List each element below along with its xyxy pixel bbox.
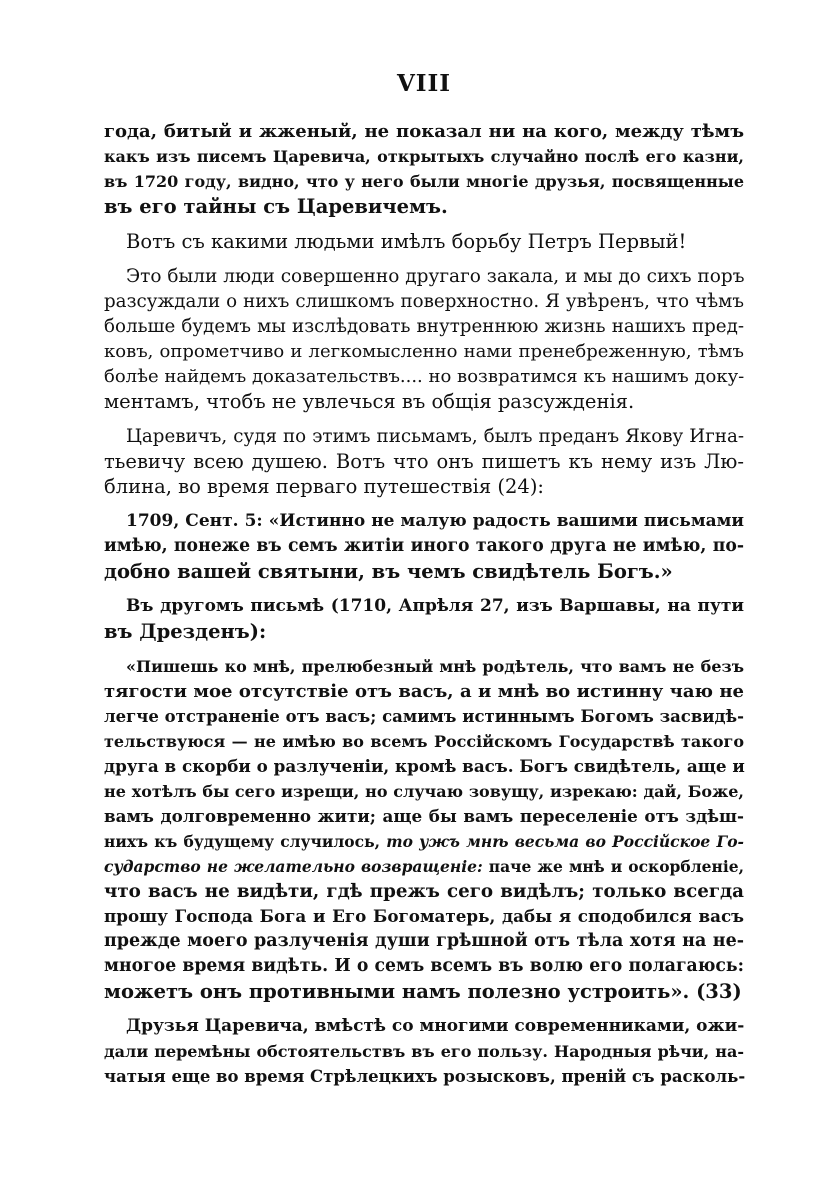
text-line: въ его тайны съ Царевичемъ. [104, 195, 448, 218]
text-line: въ Дрезденъ): [104, 620, 267, 643]
text-line: что васъ не видѣти, гдѣ прежъ сего видѣлъ; только всегда [104, 881, 744, 902]
text-line: тьевичу всею душею. Вотъ что онъ пишетъ къ нему изъ Лю- [104, 450, 744, 473]
text-line-mixed [104, 854, 744, 879]
text-line: блина, во время перваго путешествія (24): [104, 475, 544, 498]
text-line: тягости мое отсутствіе отъ васъ, а и мнѣ во истинну чаю не [104, 681, 744, 702]
text-line: болѣе найдемъ доказательствъ.... но возвратимся къ нашимъ доку- [104, 366, 745, 387]
text-line: вамъ долговременно жити; аще бы вамъ переселеніе отъ здѣш- [104, 806, 744, 826]
paragraph-5 [104, 509, 744, 584]
text-line: многое время видѣть. И о семъ всемъ въ волю его полагаюсь: [104, 956, 744, 976]
text-segment: нихъ къ будущему случилось, [104, 832, 380, 851]
paragraph-2 [104, 229, 744, 254]
text-line: прошу Господа Бога и Его Богоматерь, дабы я сподобился васъ [104, 906, 744, 926]
text-line: не хотѣлъ бы сего изрещи, но случаю зовущу, изрекаю: дай, Боже, [104, 782, 744, 801]
text-line: Вотъ съ какими людьми имѣлъ борьбу Петръ Первый! [126, 230, 687, 253]
text-line: въ 1720 году, видно, что у него были многіе друзья, посвященные [104, 172, 744, 191]
text-line: Царевичъ, судя по этимъ письмамъ, былъ преданъ Якову Игна- [126, 426, 744, 447]
italic-segment: то ужъ мнѣ весьма во Россійское Го- [386, 832, 744, 851]
paragraph-7 [104, 654, 744, 1004]
text-line: легче отстраненіе отъ васъ; самимъ истиннымъ Богомъ засвидѣ- [104, 707, 744, 726]
paragraph-3 [104, 264, 744, 414]
italic-segment: сударство не желательно возвращеніе: [104, 857, 483, 876]
text-line: ментамъ, чтобъ не увлечься въ общія разсужденія. [104, 390, 635, 413]
text-line: года, битый и жженый, не показал ни на кого, между тѣмъ [104, 121, 744, 142]
text-line: Въ другомъ письмѣ (1710, Апрѣля 27, изъ Варшавы, на пути [126, 596, 744, 616]
paragraph-4 [104, 424, 744, 499]
text-line: ковъ, опрометчиво и легкомысленно нами пренебреженную, тѣмъ [104, 341, 744, 362]
text-line: больше будемъ мы изслѣдовать внутреннюю жизнь нашихъ пред- [104, 316, 744, 337]
text-line: добно вашей святыни, въ чемъ свидѣтель Богъ.» [104, 560, 673, 583]
page-number: VIII [396, 70, 452, 97]
paragraph-8 [104, 1014, 744, 1089]
text-line: тельствуюся — не имѣю во всемъ Россійскомъ Государствѣ такого [104, 732, 744, 751]
text-line: Это были люди совершенно другаго закала, и мы до сихъ поръ [126, 266, 745, 287]
text-line: разсуждали о нихъ слишкомъ поверхностно. Я увѣренъ, что чѣмъ [104, 291, 744, 312]
text-line: «Пишешь ко мнѣ, прелюбезный мнѣ родѣтель, что вамъ не безъ [126, 657, 744, 676]
text-segment: паче же мнѣ и оскорбленіе, [482, 857, 745, 876]
text-line: 1709, Сент. 5: «Истинно не малую радость вашими письмами [126, 511, 744, 531]
text-line: Друзья Царевича, вмѣстѣ со многими современниками, ожи- [126, 1016, 745, 1036]
text-line: прежде моего разлученія души грѣшной отъ тѣла хотя на не- [104, 931, 744, 951]
text-line: какъ изъ писемъ Царевича, открытыхъ случайно послѣ его казни, [104, 147, 744, 166]
paragraph-1 [104, 119, 744, 219]
paragraph-6 [104, 594, 744, 644]
text-line: имѣю, понеже въ семъ житіи иного такого друга не имѣю, по- [104, 536, 744, 556]
text-line: друга в скорби о разлученіи, кромѣ васъ. Богъ свидѣтель, аще и [104, 756, 745, 776]
text-line: чатыя еще во время Стрѣлецкихъ розысковъ, преній съ расколь- [104, 1067, 746, 1086]
text-line: дали перемѣны обстоятельствъ въ его пользу. Народныя рѣчи, на- [104, 1042, 744, 1061]
text-line: можетъ онъ противными намъ полезно устроить». (33) [104, 980, 742, 1003]
text-line-mixed [104, 829, 744, 854]
